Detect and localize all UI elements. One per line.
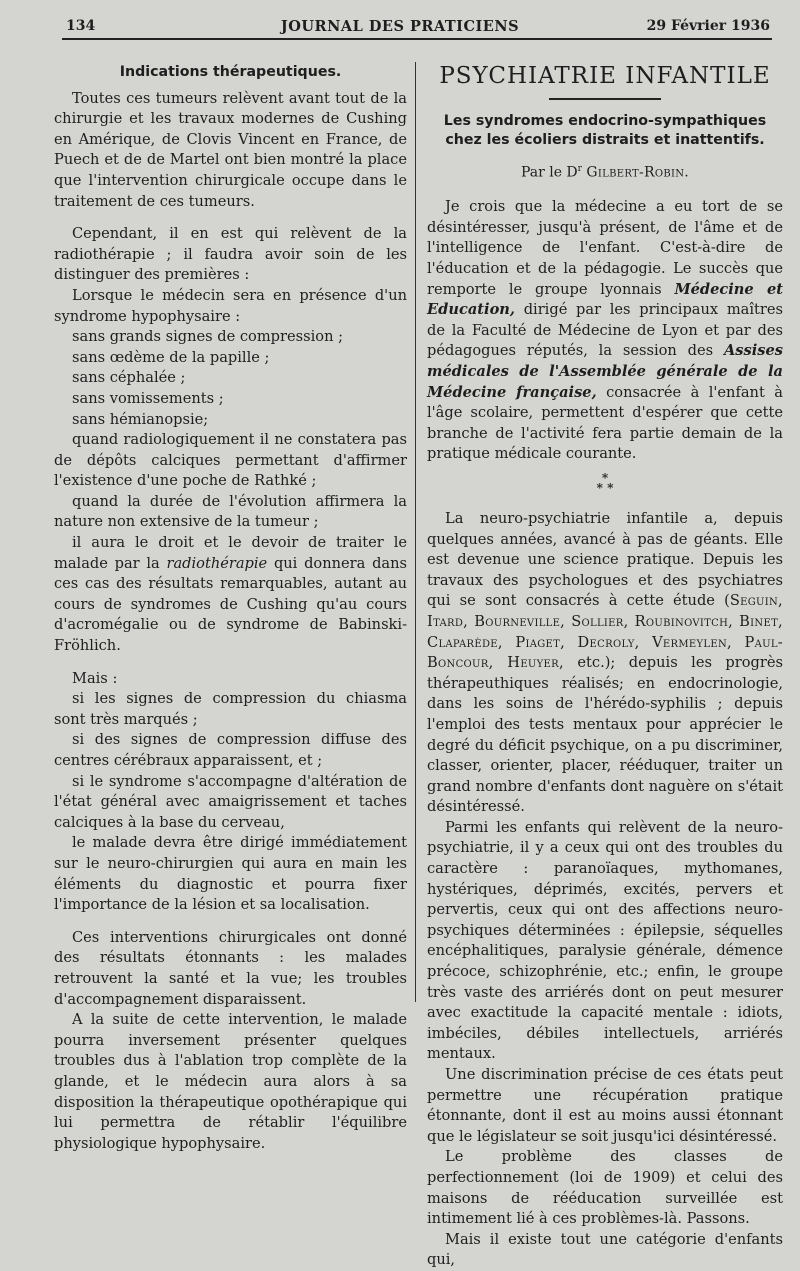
paragraph: Lorsque le médecin sera en présence d'un syndrome hypophysaire :: [54, 286, 407, 325]
running-header: [0, 14, 800, 42]
paragraph: Le problème des classes de perfectionnement (loi de 1909) et celui des maisons de rééducation surveillée est intimement lié à ces problèmes-là. Passons.: [427, 1148, 783, 1228]
list-item: sans grands signes de compression ;: [72, 328, 344, 346]
issue-date: 29 Février 1936: [646, 18, 770, 34]
paragraph: il aura le droit et le devoir de traiter le malade par la radiothérapie qui donnera dans ces cas des résultats remarquables, autant au cours de syndromes de Cushing qu'au cours d'acromégalie ou de syndrome de Babinski-Fröhlich.: [54, 534, 407, 655]
paragraph: Toutes ces tumeurs relèvent avant tout de la chirurgie et les travaux modernes de Cushing en Amérique, de Clovis Vincent en France, de Puech et de de Martel ont bien montré la place que l'intervention chirurgicale occupe dans le traitement de ces tumeurs.: [54, 89, 407, 210]
paragraph: si le syndrome s'accompagne d'altération de l'état général avec amaigrissement et taches calciques à la base du cerveau,: [54, 772, 407, 831]
column-divider: [415, 62, 416, 1002]
section-title: PSYCHIATRIE INFANTILE: [439, 63, 771, 89]
article-title: Les syndromes endocrino-sympathiques chez les écoliers distraits et inattentifs.: [443, 113, 767, 148]
title-rule: [549, 98, 661, 100]
list-item: sans hémianopsie;: [72, 410, 209, 428]
paragraph: si les signes de compression du chiasma sont très marqués ;: [54, 690, 407, 728]
asterism: * * *: [596, 470, 614, 495]
paragraph: le malade devra être dirigé immédiatement sur le neuro-chirurgien qui aura en main les éléments du diagnostic et pourra fixer l'importance de la lésion et sa localisation.: [54, 834, 407, 914]
header-rule: [62, 38, 772, 40]
right-column: [427, 60, 783, 1271]
paragraph: A la suite de cette intervention, le malade pourra inversement présenter quelques troubles dus à l'ablation trop complète de la glande, et le médecin aura alors à sa disposition la thérapeutique opothérapique qui lui permettra de rétablir l'équilibre physiologique hypophysaire.: [54, 1011, 407, 1152]
paragraph: La neuro-psychiatrie infantile a, depuis quelques années, avancé à pas de géants. Elle est devenue une science pratique. Depuis les travaux des psychologues et des psychiatres qui se sont consacrés à cette étude (Seguin, Itard, Bourneville, Sollier, Roubinovitch, Binet, Claparède, Piaget, Decroly, Vermeylen, Paul-Boncour, Heuyer, etc.); depuis les progrès thérapeuthiques réalisés; en endocrinologie, dans les soins de l'hérédo-syphilis ; depuis l'emploi des tests mentaux pour apprécier le degré du déficit psychique, on a pu discriminer, classer, orienter, placer, rééduquer, traiter un grand nombre d'enfants dont naguère on s'était désintéressé.: [427, 509, 783, 816]
paragraph: quand la durée de l'évolution affirmera la nature non extensive de la tumeur ;: [54, 492, 407, 531]
paragraph: Mais :: [72, 669, 118, 687]
journal-title: JOURNAL DES PRATICIENS: [280, 18, 520, 35]
byline: Par le $D^r$ Gilbert-Robin.: [520, 164, 690, 181]
paragraph: Une discrimination précise de ces états peut permettre une récupération pratique étonnante, dont il est au moins aussi étonnant que le législateur se soit jusqu'ici désintéressé.: [427, 1066, 783, 1145]
list-item: sans céphalée ;: [72, 369, 186, 387]
list-item: sans vomissements ;: [72, 389, 224, 407]
left-column: [54, 60, 407, 1154]
paragraph: Ces interventions chirurgicales ont donné des résultats étonnants : les malades retrouvent la santé et la vue; les troubles d'accompagnement disparaissent.: [54, 928, 407, 1008]
list-item: sans œdème de la papille ;: [72, 348, 270, 366]
paragraph: si des signes de compression diffuse des centres cérébraux apparaissent, et ;: [54, 731, 407, 769]
paragraph: Mais il existe tout une catégorie d'enfants qui,: [427, 1230, 783, 1269]
paragraph: Parmi les enfants qui relèvent de la neuro-psychiatrie, il y a ceux qui ont des troubles du caractère : paranoïaques, mythomanes, hystériques, déprimés, excités, pervers et pervertis, ceux qui ont des affections neuro-psychiques déterminées : épilepsie, séquelles encéphalitiques, paralysie générale, démence précoce, schizophrénie, etc.; enfin, le groupe très vaste des arriérés dont on peut mesurer avec exactitude la capacité mentale : idiots, imbéciles, débiles intellectuels, arriérés mentaux.: [427, 818, 783, 1063]
page-number: 134: [66, 18, 96, 34]
paragraph: Cependant, il en est qui relèvent de la radiothérapie ; il faudra avoir soin de les distinguer des premières :: [54, 225, 407, 284]
emphasis: radiothérapie: [166, 554, 268, 572]
paragraph: quand radiologiquement il ne constatera pas de dépôts calciques permettant d'affirmer l'existence d'une poche de Rathké ;: [54, 431, 407, 490]
section-heading: Indications thérapeutiques.: [119, 64, 342, 80]
paragraph: Je crois que la médecine a eu tort de se désintéresser, jusqu'à présent, de l'âme et de l'intelligence de l'enfant. C'est-à-dire de l'éducation et de la pédagogie. Le succès que remporte le groupe lyonnais Médecine et Education, dirigé par les principaux maîtres de la Faculté de Médecine de Lyon et par des pédagogues réputés, la session des Assises médicales de l'Assemblée générale de la Médecine française, consacrée à l'enfant à l'âge scolaire, permettent d'espérer que cette branche de l'activité fera partie demain de la pratique médicale courante.: [427, 198, 783, 463]
author-name: Gilbert-Robin.: [586, 164, 690, 181]
